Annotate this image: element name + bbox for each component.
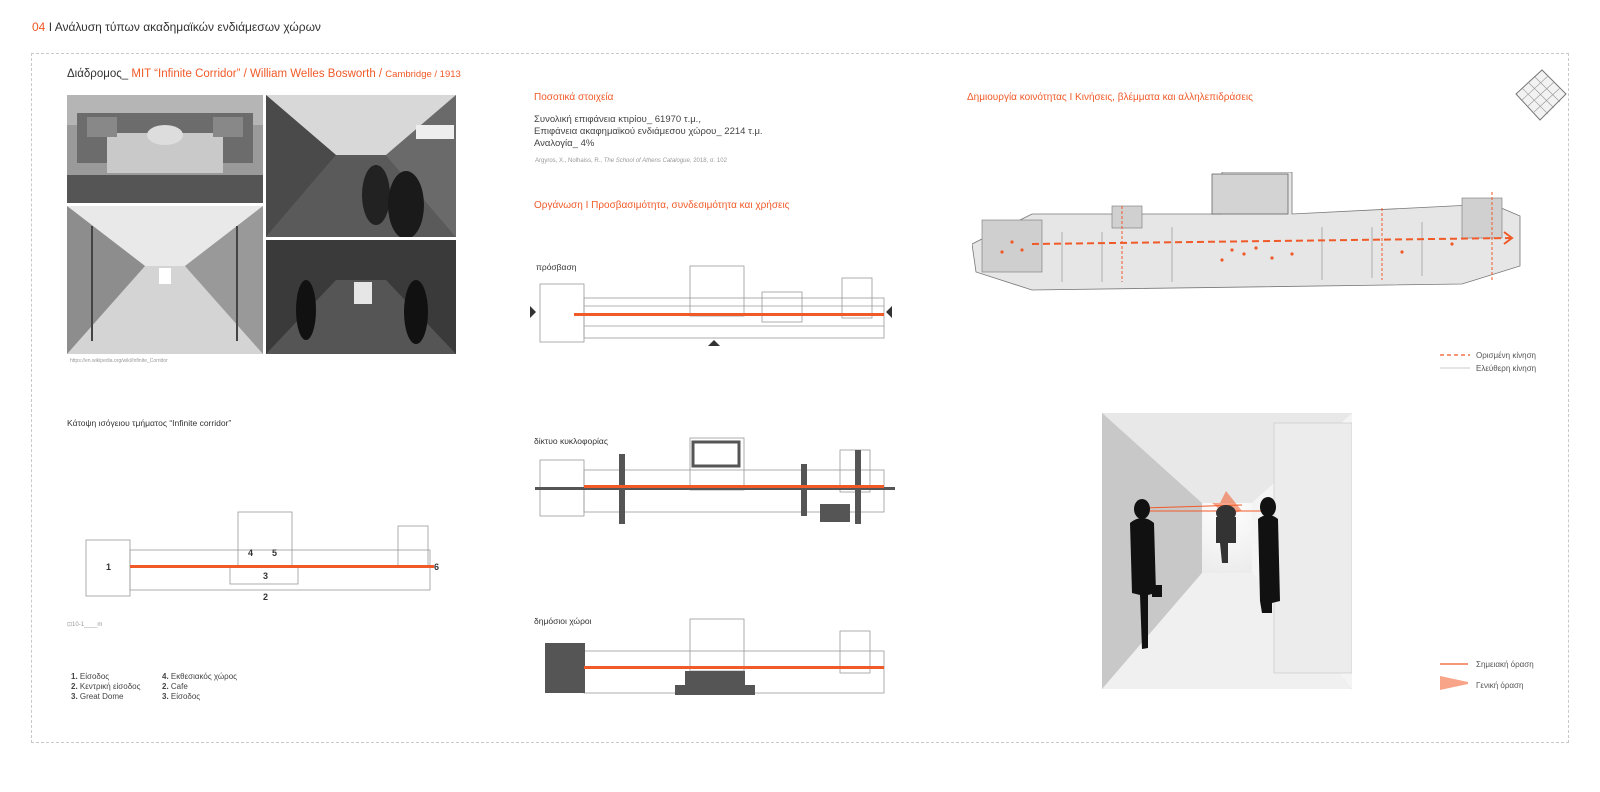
legend-point-vision: Σημειακή όραση (1476, 660, 1534, 669)
quant-source (535, 158, 727, 164)
axonometric-icon (1512, 66, 1570, 126)
legend-item: 2. Κεντρική είσοδος (71, 682, 141, 691)
legend-item: 3. Great Dome (71, 692, 124, 701)
source-book: The School of Athens Catalogue (603, 158, 690, 164)
community-title: Δημιουργία κοινότητας Ι Κινήσεις, βλέμματα και αλληλεπιδράσεις (967, 92, 1253, 103)
movement-axonometric (972, 172, 1542, 310)
legend-general-cone (1440, 676, 1468, 690)
page-header (32, 20, 321, 34)
plan-legend-right (162, 672, 237, 702)
photo-corridor-crowd (266, 95, 456, 237)
plan-scale: ⊡10-1____m (67, 622, 103, 628)
case-prefix: Διάδρομος_ (67, 68, 132, 80)
access-label: πρόσβαση (536, 262, 577, 272)
network-label: δίκτυο κυκλοφορίας (534, 436, 608, 446)
legend-defined-line (1440, 352, 1470, 358)
legend-free-line (1440, 365, 1470, 371)
plan-title: Κάτοψη ισόγειου τμήματος “Infinite corridor” (67, 418, 232, 428)
stat-ratio: Αναλογία_ 4% (534, 138, 595, 149)
photo-aerial (67, 95, 263, 203)
photo-corridor-dark (266, 240, 456, 354)
network-plan (535, 434, 905, 530)
legend-item: 4. Εκθεσιακός χώρος (162, 672, 238, 681)
public-plan (535, 615, 905, 711)
source-authors: Argyros, X., Nolhaiss, R., (535, 158, 604, 164)
plan-legend-left (71, 672, 140, 702)
stat-academic-area: Επιφάνεια ακαφημαϊκού ενδιάμεσου χώρου_ 2214 τ.μ. (534, 126, 763, 137)
corridor-vision-render (1102, 413, 1352, 689)
photo-caption[interactable]: https://en.wikipedia.org/wiki/Infinite_Corridor (70, 358, 168, 364)
plan-marker-1: 1 (106, 562, 112, 572)
case-name: MIT “Infinite Corridor” / William Welles Bosworth / (131, 68, 386, 80)
page-number: 04 (32, 20, 46, 34)
access-plan (522, 262, 906, 356)
case-title (67, 68, 461, 80)
stat-total-area: Συνολική επιφάνεια κτιρίου_ 61970 τ.μ., (534, 114, 701, 125)
ground-floor-plan (78, 510, 456, 606)
source-rest: , 2018, σ. 102 (689, 158, 727, 164)
quant-title: Ποσοτικά στοιχεία (534, 92, 614, 103)
plan-marker-2: 2 (263, 592, 269, 602)
public-label: δημόσιοι χώροι (534, 616, 592, 626)
legend-general-vision: Γενική όραση (1476, 681, 1524, 690)
legend-defined-movement: Ορισμένη κίνηση (1476, 351, 1536, 360)
plan-marker-3: 3 (263, 571, 269, 581)
legend-item: 1. Είσοδος (71, 672, 110, 681)
plan-marker-4: 4 (248, 548, 254, 558)
plan-marker-5: 5 (272, 548, 278, 558)
legend-item: 2. Cafe (162, 682, 188, 691)
legend-item: 3. Είσοδος (162, 692, 201, 701)
plan-marker-6: 6 (434, 562, 440, 572)
page-title: Ι Ανάλυση τύπων ακαδημαϊκών ενδιάμεσων χώρων (45, 20, 321, 34)
legend-point-line (1440, 662, 1468, 666)
organisation-title: Οργάνωση Ι Προσβασιμότητα, συνδεσιμότητα και χρήσεις (534, 200, 790, 211)
photo-corridor-glass (67, 206, 263, 354)
legend-free-movement: Ελεύθερη κίνηση (1476, 364, 1537, 373)
case-place: Cambridge / 1913 (385, 69, 461, 80)
